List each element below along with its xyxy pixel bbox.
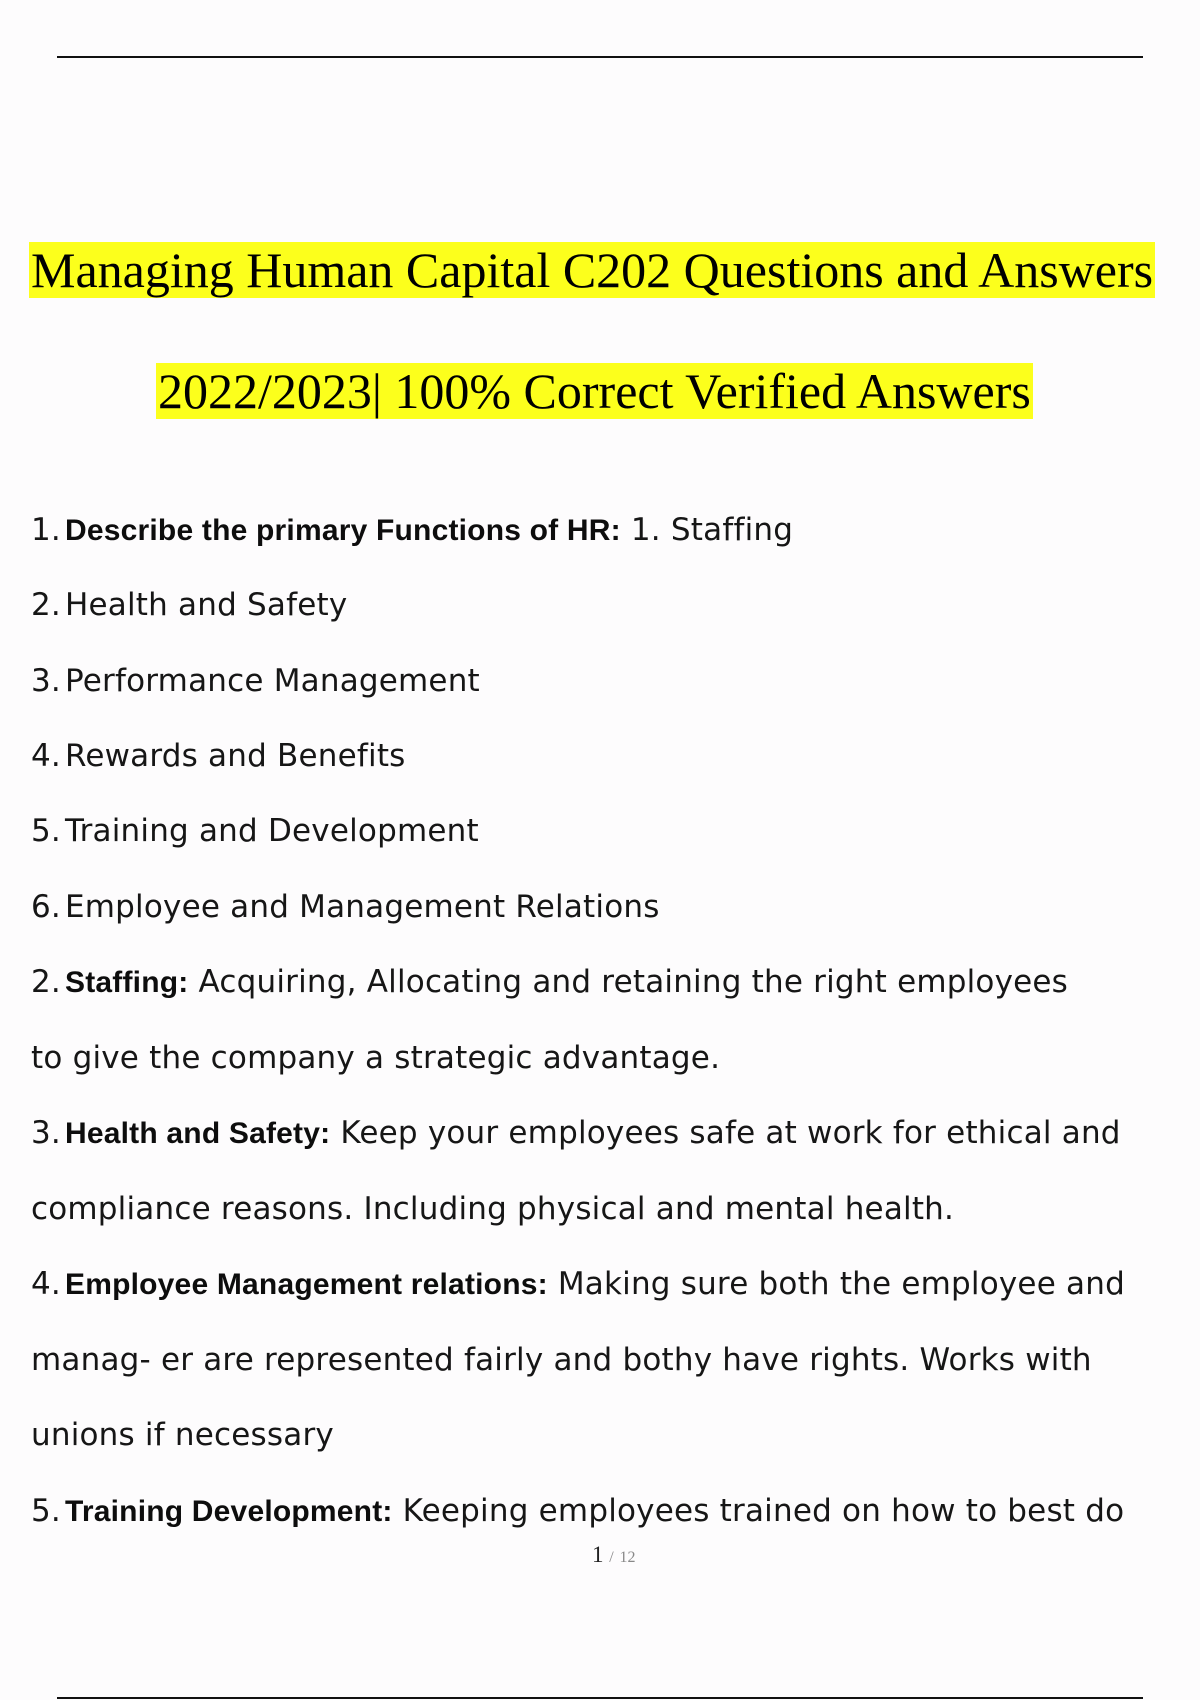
item-number: 2. [31, 964, 61, 1000]
answer-text: to give the company a strategic advantage. [31, 1040, 721, 1076]
page-separator: / [609, 1549, 614, 1566]
answer-text: Health and Safety [65, 587, 348, 623]
answer-text: compliance reasons. Including physical and mental health. [31, 1191, 955, 1227]
content-line [31, 962, 1068, 1003]
item-number: 6. [31, 889, 61, 925]
answer-text: manag- er are represented fairly and bothy have rights. Works with [31, 1342, 1092, 1378]
item-number: 5. [31, 813, 61, 849]
content-line [31, 510, 793, 551]
content-line [31, 661, 480, 702]
answer-text: Employee and Management Relations [65, 889, 660, 925]
item-number: 4. [31, 738, 61, 774]
title-highlight-1: Managing Human Capital C202 Questions and Answers [31, 242, 1154, 298]
question-term: Health and Safety: [65, 1117, 331, 1150]
bottom-rule [57, 1697, 1143, 1699]
answer-text: Rewards and Benefits [65, 738, 406, 774]
item-number: 3. [31, 663, 61, 699]
document-title-line-1 [29, 241, 1155, 299]
total-pages: 12 [619, 1549, 636, 1566]
question-term: Staffing: [65, 966, 189, 999]
item-number: 5. [31, 1493, 61, 1529]
content-line [31, 1189, 954, 1229]
question-term: Describe the primary Functions of HR: [65, 514, 621, 547]
answer-text: Acquiring, Allocating and retaining the right employees [188, 964, 1069, 1000]
content-line [31, 1415, 334, 1455]
content-line [31, 1340, 1092, 1380]
question-term: Training Development: [65, 1495, 393, 1528]
item-number: 3. [31, 1115, 61, 1151]
answer-text: Making sure both the employee and [547, 1266, 1125, 1302]
question-term: Employee Management relations: [65, 1268, 548, 1301]
content-line [31, 585, 347, 626]
content-line [31, 887, 660, 928]
title-highlight-2: 2022/2023| 100% Correct Verified Answers [158, 363, 1031, 419]
document-title-line-2 [156, 362, 1033, 420]
answer-text: Keep your employees safe at work for ethical and [330, 1115, 1121, 1151]
answer-text: unions if necessary [31, 1417, 334, 1453]
answer-text: 1. Staffing [620, 512, 794, 548]
item-number: 2. [31, 587, 61, 623]
answer-text: Keeping employees trained on how to best do [392, 1493, 1125, 1529]
answer-text: Performance Management [65, 663, 480, 699]
content-line [31, 1264, 1125, 1305]
content-line [31, 1038, 720, 1078]
item-number: 4. [31, 1266, 61, 1302]
content-line [31, 1491, 1124, 1532]
content-line [31, 1113, 1121, 1154]
page-indicator [592, 1540, 635, 1573]
item-number: 1. [31, 512, 61, 548]
current-page: 1 [592, 1542, 604, 1567]
top-rule [57, 56, 1143, 58]
answer-text: Training and Development [65, 813, 479, 849]
content-line [31, 811, 479, 852]
content-line [31, 736, 406, 777]
